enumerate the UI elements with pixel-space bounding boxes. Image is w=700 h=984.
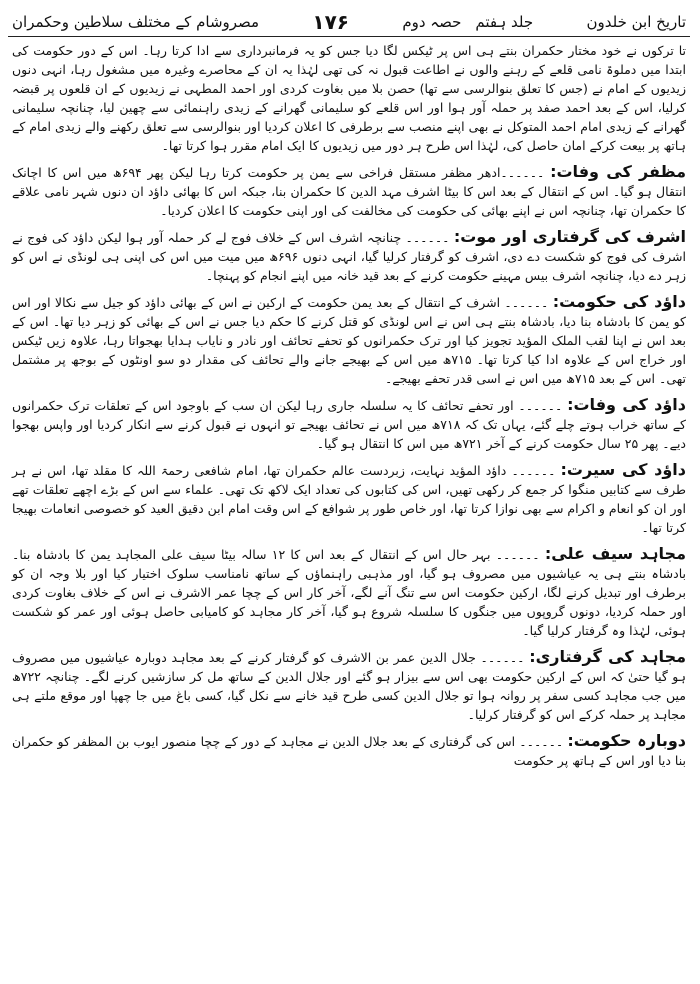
section-heading: مظفر کی وفات: [550, 162, 686, 181]
section-heading: دوبارہ حکومت: [567, 731, 687, 750]
section-heading: داؤد کی وفات: [567, 395, 687, 414]
section-heading: داؤد کی حکومت: [552, 292, 687, 311]
paragraph [12, 544, 686, 640]
section-heading: اشرف کی گرفتاری اور موت: [453, 227, 686, 246]
section-heading: مجاہد کی گرفتاری: [529, 647, 687, 666]
paragraph [12, 731, 686, 770]
page-number: ۱۷۶ [312, 10, 350, 34]
section-heading: داؤد کی سیرت: [560, 460, 686, 479]
section-heading: مجاہد سیف علی: [544, 544, 686, 563]
paragraph [12, 41, 686, 155]
paragraph [12, 647, 686, 724]
paragraph [12, 460, 686, 537]
paragraph-text: ۔۔۔۔۔۔ جلال الدین عمر بن الاشرف کو گرفتار کرنے کے بعد مجاہد دوبارہ عیاشیوں میں مصروف ہو گیا حتیٰ کہ اس کے ارکین حکومت بھی اس سے بیزار ہو گئے اور جلال الدین کے ساتھ مل کر سازشیں کرنے لگے۔ چنانچہ ۷۲۲ھ میں جب مجاہد کسی سفر پر روانہ ہوا تو جلال الدین کسی طرح قید خانے سے نکل گیا، کسی باغ میں جا چھپا اور موقع ملتے ہی مجاہد پر حملہ کرکے اس کو گرفتار کرلیا۔ [12, 650, 686, 722]
paragraph-text: ۔۔۔۔۔۔ اس کی گرفتاری کے بعد جلال الدین نے مجاہد کے دور کے چچا منصور ایوب بن المظفر کو حکمران بنا دیا اور اس کے ہاتھ پر حکومت [12, 734, 686, 768]
paragraph-text: ۔۔۔۔۔۔ادھر مظفر مستقل فراخی سے یمن پر حکومت کرتا رہا لیکن پھر ۶۹۴ھ میں اس کا اچانک انتقال ہو گیا۔ اس کے انتقال کے بعد اس کا بیٹا اشرف مہد الدین کا حکمران بنا، جبکہ اس کا بھائی داؤد ان دنوں شہر نامی علاقے کا حکمران تھا، چنانچہ اس نے اپنے بھائی کی حکومت کی مخالفت کی اور اپنی حکومت کا اعلان کردیا۔ [12, 165, 686, 218]
header-volume-info [402, 13, 533, 31]
paragraph-text: ۔۔۔۔۔۔ چنانچہ اشرف اس کے خلاف فوج لے کر حملہ آور ہوا لیکن داؤد کی فوج نے اشرف کی فوج کو شکست دے دی، اشرف کو گرفتار کرلیا گیا، انہی دنوں ۶۹۶ھ میں میت میں اس کی اپنی ہی لونڈی نے اس کو زہر دے دیا، چنانچہ اشرف بیس مہینے حکومت کرنے کے بعد قید خانہ میں اپنے انجام کو پہنچا۔ [12, 230, 686, 283]
paragraph [12, 292, 686, 388]
paragraph-text: ۔۔۔۔۔۔ اشرف کے انتقال کے بعد یمن حکومت کے ارکین نے اس کے بھائی داؤد کو جیل سے نکالا اور اس کو یمن کا بادشاہ بنا دیا، بادشاہ بنتے ہی اس نے اس لونڈی کو قتل کرنے کا حکم دیا جس نے اس کے بھائی کو زہر دیا تھا۔ اس کے بعد اس نے اپنا لقب الملک المؤید تجویز کیا اور ترک حکمرانوں کو تحفے تحائف اور نادر و نایاب ہدایا بھجواتا رہا، علاوہ زیں ٹیکس اور خراج اس کے علاوہ ادا کیا کرتا تھا۔ ۷۱۵ھ میں اس کے بھیجے جانے والے تحائف کی مقدار دو سو اونٹوں کے بوجھ پر مشتمل تھی۔ اس کے بعد ۷۱۵ھ میں اس نے اسی قدر تحفے بھیجے۔ [12, 295, 686, 386]
paragraph [12, 162, 686, 220]
paragraph-text: ۔۔۔۔۔۔ بہر حال اس کے انتقال کے بعد اس کا ۱۲ سالہ بیٹا سیف علی المجاہد یمن کا بادشاہ بنا۔ بادشاہ بنتے ہی یہ عیاشیوں میں مصروف ہو گیا، اور مذہبی راہنماؤں کے ساتھ نامناسب سلوک اختیار کیا اور بلا وجہ ان کو برطرف اور تبدیل کرنے لگا، ارکین حکومت اس سے تنگ آنے لگے، آخر کار اس کے چچا عمر الاشرف نے اس کے خلاف بغاوت کردی اور حملہ کردیا، دونوں گروپوں میں جنگوں کا سلسلہ شروع ہو گیا، آخر کار مجاہد کو کامیابی حاصل ہوئی اور عمر کو شکست ہوئی، لہٰذا وہ گرفتار کرلیا گیا۔ [12, 547, 686, 638]
paragraph-text: ۔۔۔۔۔۔ اور تحفے تحائف کا یہ سلسلہ جاری رہا لیکن ان سب کے باوجود اس کے تعلقات ترک حکمرانوں کے ساتھ خراب ہوتے چلے گئے، یہاں تک کہ ۷۱۸ھ میں اس نے تحائف بھیجے تو انہوں نے قبول کرنے سے انکار کردیا اور واپس بھجوا دیے۔ پھر ۲۵ سال حکومت کرنے کے آخر ۷۲۱ھ میں اس کا انتقال ہو گیا۔ [12, 398, 686, 451]
volume-label: جلد ہفتم [475, 13, 534, 31]
paragraph [12, 227, 686, 285]
paragraph-text: تا ترکوں نے خود مختار حکمران بنتے ہی اس پر ٹیکس لگا دیا جس کو یہ فرمانبرداری سے ادا کرتا رہا۔ اس کے دور حکومت کی ابتدا میں دملوۃ نامی قلعے کے رہنے والوں نے اطاعت قبول نہ کی تھی لہٰذا یہ ان کے محاصرے وغیرہ میں مشغول رہا، انہی دنوں زیدیوں کے امام نے (جس کا تعلق بنوالرسی سے تھا) حصن بلا میں بغاوت کردی اور احمد المطہی نے زیدیوں کے ان قلعوں پر قبضہ کرلیا، اس کے بعد احمد صفد پر حملہ آور ہوا اور اس قلعے کو سلیمانی گھرانے کے زیدی راہنمائی سے چھین لیا، چنانچہ سلیمانی گھرانے کے زیدی امام احمد المتوکل نے بھی اپنے منصب سے برطرفی کا اعلان کردیا اور بنوالرسی سے تعلق رکھنے والے زیدی امام کے ہاتھ پر بیعت کرکے امان حاصل کی، لہٰذا اس طرح ہر دور میں زیدیوں کا ایک امام مقرر ہوا کرتا تھا۔ [12, 43, 686, 153]
part-label: حصہ دوم [402, 13, 462, 31]
chapter-title: مصروشام کے مختلف سلاطین وحکمران [12, 13, 260, 31]
book-title: تاریخ ابن خلدون [586, 13, 686, 31]
paragraph-text: ۔۔۔۔۔۔ داؤد المؤید نہایت، زبردست عالم حکمران تھا، امام شافعی رحمۃ اللہ کا مقلد تھا، اس نے ہر طرف سے کتابیں منگوا کر جمع کر رکھی تھیں، اس کی کتابوں کی تعداد ایک لاکھ تک تھی۔ علماء سے اس کے بڑے اچھے تعلقات تھے اور ان کو انعام و اکرام سے بھی نوازا کرتا تھا، اور خاص طور پر شوافع کے اس وقت امام ابن دقیق العید کو خصوصی انعامات بھیجا کرتا تھا۔ [12, 463, 686, 535]
page-header [8, 8, 690, 37]
page-content [8, 37, 690, 770]
paragraph [12, 395, 686, 453]
